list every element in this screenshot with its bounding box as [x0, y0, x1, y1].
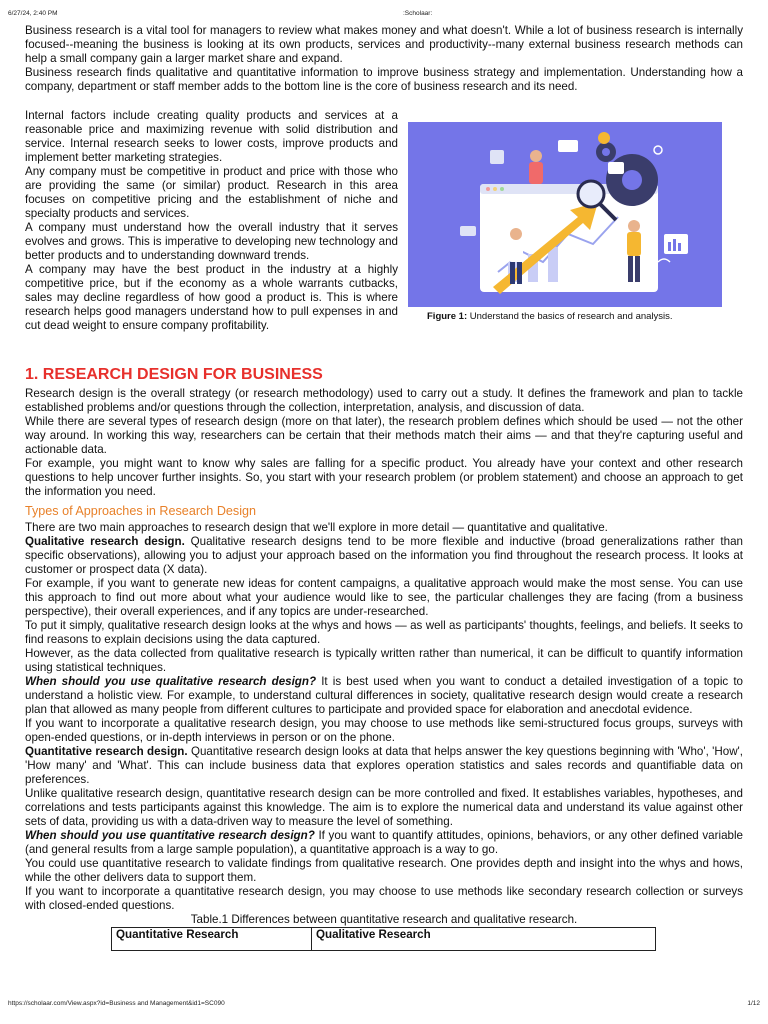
- figure-1: [408, 122, 722, 323]
- table-label: Table.1: [190, 913, 229, 926]
- quantitative-paragraph: Quantitative research design. Quantitative research design looks at data that helps answer the key questions beginning with 'Who', 'How', 'How many' and 'What'. This can include business data that explores operation statistics and sales records and quantifiable data on preferences.: [25, 745, 743, 786]
- intro-paragraph-2: Business research finds qualitative and quantitative information to improve business strategy and implementation. Understanding how a company, department or staff member adds to the bottom line is the core of business research and its need.: [25, 66, 743, 93]
- types-paragraph-12: If you want to incorporate a quantitative research design, you may choose to use methods like secondary research collection or surveys with closed-ended questions.: [25, 885, 743, 912]
- table-header-cell: Quantitative Research: [112, 928, 312, 951]
- comparison-table: [111, 927, 656, 951]
- research-illustration-svg: [408, 122, 722, 307]
- section-heading: 1. RESEARCH DESIGN FOR BUSINESS: [25, 366, 323, 383]
- figure-caption: [408, 311, 722, 323]
- intro-section: [25, 24, 743, 361]
- when-quantitative-paragraph: When should you use quantitative research design? If you want to quantify attitudes, opinions, behaviors, or any other defined variable (and general results from a large sample population), a quantitative approach is a way to go.: [25, 829, 743, 856]
- types-paragraph-7: If you want to incorporate a qualitative research design, you may choose to use methods like semi-structured focus groups, surveys with open-ended questions, or in-depth interviews in person or on the phone.: [25, 717, 743, 744]
- page-footer: [8, 1000, 760, 1010]
- header-datetime: 6/27/24, 2:40 PM: [8, 10, 58, 17]
- section-paragraph-3: For example, you might want to know why sales are falling for a specific product. You already have your context and other research questions to help uncover further insights. So, you start with your research problem (or problem statement) and choose an approach to get the information you need.: [25, 457, 743, 498]
- section-paragraph-1: Research design is the overall strategy (or research methodology) used to carry out a study. It defines the framework and plan to tackle established problems and/or questions through the collection, interpretation, analysis, and discussion of data.: [25, 387, 743, 414]
- intro-paragraph-5: A company must understand how the overall industry that it serves evolves and grows. This is imperative to developing new technology and better products and to understanding downward trends.: [25, 221, 398, 262]
- page-number: 1/12: [747, 1000, 760, 1007]
- header-site: :Scholaar:: [403, 10, 433, 17]
- types-paragraph-1: There are two main approaches to research design that we'll explore in more detail — quantitative and qualitative.: [25, 521, 608, 534]
- types-paragraph-11: You could use quantitative research to validate findings from qualitative research. One provides depth and insight into the whys and hows, while the other delivers data to support them.: [25, 857, 743, 884]
- table-header-cell: Qualitative Research: [312, 928, 656, 951]
- page-header: [8, 10, 760, 20]
- qualitative-paragraph: Qualitative research design. Qualitative research designs tend to be more flexible and inductive (broad generalizations rather than specific observations), allowing you to adjust your approach based on the information you find throughout the research process. It looks at customer or prospect data (X data).: [25, 535, 743, 576]
- intro-paragraph-1: Business research is a vital tool for managers to review what makes money and what doesn't. While a lot of business research is internally focused--meaning the business is looking at its own products, services and productivity--many external business research methods can help a small company gain a larger market share and expand.: [25, 24, 743, 65]
- types-paragraph-9: Unlike qualitative research design, quantitative research design can be more controlled and fixed. It establishes variables, hypotheses, and correlations and tests participants against this knowledge. The aim is to explore the numerical data and understand its value against other sets of data, providing us with a data-driven way to measure the level of something.: [25, 787, 743, 828]
- intro-left-column: [25, 109, 398, 333]
- when-quantitative-label: When should you use quantitative research design?: [25, 829, 315, 842]
- types-paragraph-4: To put it simply, qualitative research design looks at the whys and hows — as well as participants' thoughts, feelings, and beliefs. It seeks to find reasons to explain decisions using the data captured.: [25, 619, 743, 646]
- types-paragraph-5: However, as the data collected from qualitative research is typically written rather than numerical, it can be difficult to quantify information using statistical techniques.: [25, 647, 743, 674]
- footer-url[interactable]: https://scholaar.com/View.aspx?id=Business and Management&id1=SC090: [8, 1000, 225, 1007]
- intro-paragraph-6: A company may have the best product in the industry at a highly competitive price, but if the economy as a whole warrants cutbacks, sales may decline regardless of how good a product is. This is where research helps good managers understand how to pull expenses in and cut dead weight to ensure company profitability.: [25, 263, 398, 332]
- document-body: [25, 24, 743, 951]
- subsection-heading: Types of Approaches in Research Design: [25, 504, 257, 518]
- table-header-row: [112, 928, 656, 951]
- intro-paragraph-4: Any company must be competitive in product and price with those who are providing the same (or similar) product. Research in this area focuses on competitive pricing and the establishment of niche and specialty products and services.: [25, 165, 398, 220]
- research-illustration: [408, 122, 722, 307]
- types-paragraph-3: For example, if you want to generate new ideas for content campaigns, a qualitative approach would make the most sense. You can use this approach to find out more about what your audience would like to see, the particular challenges they are facing (from a business perspective), their overall experiences, and if any topics are under-researched.: [25, 577, 743, 618]
- figure-caption-text: Understand the basics of research and analysis.: [467, 311, 673, 322]
- qualitative-label: Qualitative research design.: [25, 535, 185, 548]
- when-qualitative-label: When should you use qualitative research design?: [25, 675, 317, 688]
- figure-label: Figure 1:: [427, 311, 468, 322]
- table-caption: Table.1 Differences between quantitative research and qualitative research.: [190, 913, 578, 926]
- intro-paragraph-3: Internal factors include creating quality products and services at a reasonable price and maximizing revenue with solid distribution and service. Internal research seeks to lower costs, improve products and implement better marketing strategies.: [25, 109, 398, 164]
- quantitative-label: Quantitative research design.: [25, 745, 188, 758]
- section-paragraph-2: While there are several types of research design (more on that later), the research problem defines which should be used — not the other way around. In working this way, researchers can be certain that their methods match their aims — and that they're capturing useful and actionable data.: [25, 415, 743, 456]
- when-qualitative-paragraph: When should you use qualitative research design? It is best used when you want to conduct a detailed investigation of a topic to understand a holistic view. For example, to understand cultural differences in society, qualitative research design would create a research plan that allowed as many people from different cultures to participate and provided space for elaboration and anecdotal evidence.: [25, 675, 743, 716]
